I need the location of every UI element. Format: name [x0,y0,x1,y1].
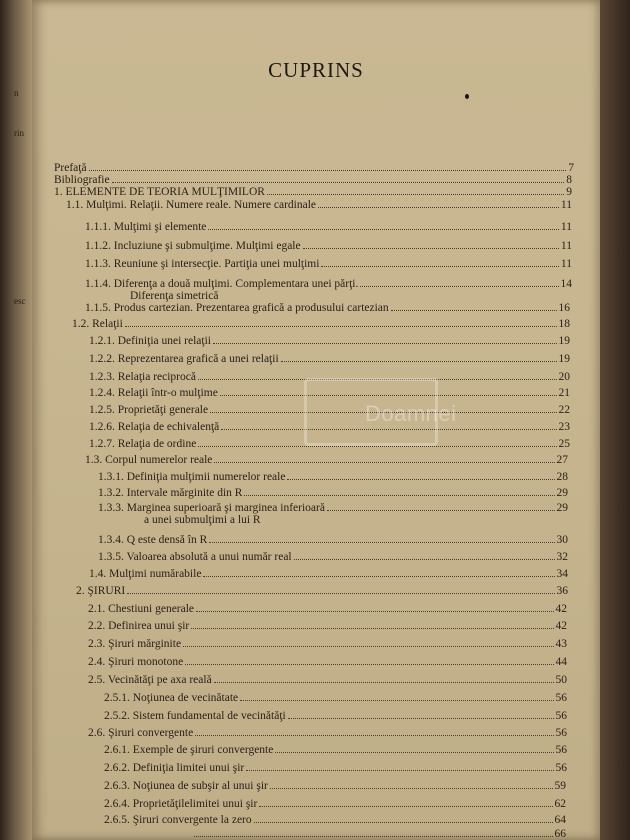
margin-fragment: n [14,88,19,98]
toc-entry: Prefaţă 7 [54,162,574,174]
toc-entry: 1.2.7. Relaţia de ordine 25 [89,438,570,450]
page-title: CUPRINS [268,58,364,82]
toc-entry: 1.1.3. Reuniune şi intersecţie. Partiţia unei mulţimi 11 [85,258,572,270]
previous-page-edge [0,0,32,840]
toc-entry: 2.2. Definirea unui şir 42 [88,620,567,632]
toc-entry: 2.3. Şiruri mărginite 43 [88,638,567,650]
toc-entry: 2.5. Vecinătăţi pe axa reală 50 [88,674,567,686]
toc-entry: 66 [192,826,566,840]
toc-entry: 1.2.6. Relaţia de echivalenţă 23 [89,421,570,433]
toc-entry: 2.1. Chestiuni generale 42 [88,603,567,615]
margin-fragment: rin [14,128,24,138]
toc-entry: 1.3.4. Q este densă în R 30 [98,534,568,546]
toc-entry: 2.5.1. Noţiunea de vecinătate 56 [104,692,567,704]
margin-fragment: esc [14,296,26,306]
toc-entry: 2.6. Şiruri convergente 56 [88,727,567,739]
toc-entry: 1.2.3. Relaţia reciprocă 20 [89,371,570,383]
toc-entry: 1.3. Corpul numerelor reale 27 [85,454,568,466]
toc-entry: 1.1. Mulţimi. Relaţii. Numere reale. Numere cardinale 11 [66,199,572,211]
toc-entry: 1. ELEMENTE DE TEORIA MULŢIMILOR 9 [54,186,572,198]
ink-speck [465,94,469,99]
toc-entry: 1.1.1. Mulţimi şi elemente 11 [85,221,572,233]
toc-entry: 1.2.5. Proprietăţi generale 22 [89,404,570,416]
toc-entry: 2.6.3. Noţiunea de subşir al unui şir 59 [104,780,566,792]
toc-entry: 2.5.2. Sistem fundamental de vecinătăţi 56 [104,710,567,722]
watermark-text: Doamnei [365,401,457,426]
watermark-logo [304,378,457,446]
toc-entry: 1.3.2. Intervale mărginite din R 29 [98,487,568,499]
toc-entry: 2.6.2. Definiţia limitei unui şir 56 [104,762,567,774]
toc-entry: 2.6.4. Proprietăţilelimitei unui şir 62 [104,798,566,810]
toc-entry: 1.3.5. Valoarea absolută a unui număr real 32 [98,551,568,563]
toc-entry: 2.6.5. Şiruri convergente la zero 64 [104,814,566,826]
toc-entry: 1.2. Relaţii 18 [72,318,570,330]
toc-entry-continuation: Diferenţa simetrică [130,290,219,302]
toc-entry: 1.1.4. Diferenţa a două mulţimi. Complementara unei părţi. 14 [85,278,572,290]
toc-entry-continuation: a unei submulţimi a lui R [144,514,261,526]
toc-entry: 1.2.1. Definiţia unei relaţii 19 [89,335,570,347]
toc-entry: 1.4. Mulţimi numărabile 34 [89,568,568,580]
toc-entry: 1.3.3. Marginea superioară şi marginea inferioară 29 [98,502,568,514]
toc-entry: 2. ŞIRURI 36 [76,585,568,597]
toc-entry: 1.2.2. Reprezentarea grafică a unei relaţii 19 [89,353,570,365]
toc-entry: 1.1.5. Produs cartezian. Prezentarea grafică a produsului cartezian 16 [85,302,570,314]
background-edge [600,0,630,840]
toc-entry: 1.3.1. Definiţia mulţimii numerelor reale 28 [98,471,568,483]
toc-entry: 2.6.1. Exemple de şiruri convergente 56 [104,744,567,756]
toc-entry: 1.2.4. Relaţii într-o mulţime 21 [89,387,570,399]
toc-entry: 2.4. Şiruri monotone 44 [88,656,567,668]
book-page [32,0,600,840]
toc-entry: Bibliografie 8 [54,174,572,186]
toc-entry: 1.1.2. Incluziune şi submulţime. Mulţimi egale 11 [85,240,572,252]
